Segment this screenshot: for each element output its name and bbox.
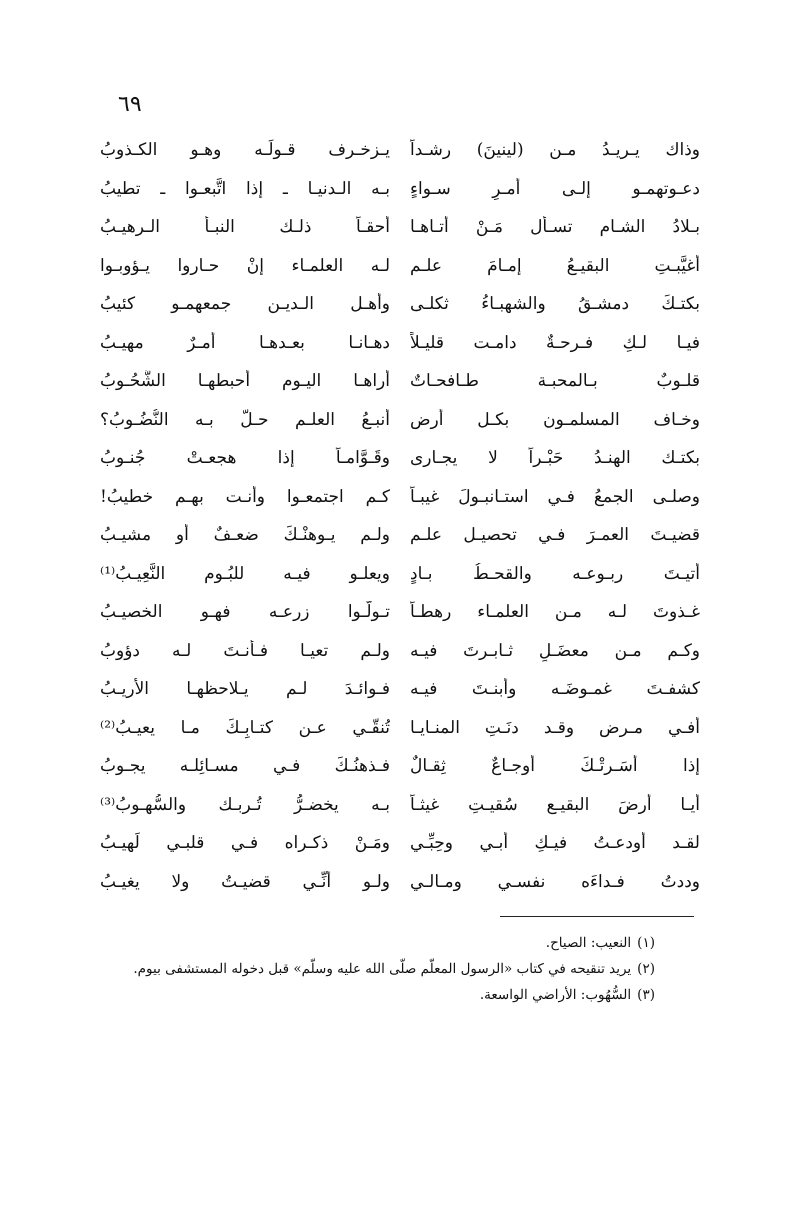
verse-first-hemistich: وكـم مـن معضَـلٍ ثـابـرتَ فيـه [410,640,700,661]
verse-second-hemistich: بـه يخضـرُّ تُـربـك والسُّهـوبُ⁽³⁾ [100,794,390,815]
page-number: ٦٩ [118,92,142,117]
footnote [95,930,655,956]
verse [100,863,700,902]
verse-first-hemistich: بـلادُ الشـام تسـأل مَـنْ أتـاهـا [410,217,700,238]
verse-second-hemistich: ومَـنْ ذكـراه فـي قلبـي لَهيـبُ [100,833,390,854]
verse-second-hemistich: بـه الـدنيـا ـ إذا اتَّبعـوا ـ تطيبُ [100,178,390,199]
verse [100,131,700,170]
verse [100,593,700,632]
verse [100,362,700,401]
verse-second-hemistich: ويعلـو فيـه للبُـوم النَّعِيـبُ⁽¹⁾ [100,563,390,584]
verse-second-hemistich: يـزخـرف قـولَـه وهـو الكـذوبُ [100,140,390,161]
verse-first-hemistich: بكتـك الهنـدُ حَبْـراً لا يجـارى [410,448,700,469]
verse-first-hemistich: أتيـتَ ربـوعـه والقحـطُ بـادٍ [410,563,700,584]
verse-second-hemistich: أراهـا اليـوم أحبطهـا الشُّحُـوبُ [100,371,390,392]
verse-second-hemistich: تـولَّـوا زرعـه فهـو الخصيـبُ [100,602,390,623]
verse-second-hemistich: ولـم يـوهنْـكَ ضعـفٌ أو مشيـبُ [100,525,390,546]
verse-first-hemistich: قلـوبٌ بـالمحبـة طـافحـاتٌ [410,371,700,392]
footnote-text: يريد تنقيحه في كتاب «الرسول المعلّم صلّى الله عليه وسلّم» قبل دخوله المستشفى بيوم. [133,961,632,977]
verse-second-hemistich: ولـم تعيـا فـأنـتَ لـه دؤوبُ [100,640,390,661]
verse-first-hemistich: كشفـتَ غمـوضَـه وأبنـتَ فيـه [410,679,700,700]
verse-first-hemistich: بكتـكَ دمشـقُ والشهبـاءُ ثكلـى [410,294,700,315]
verse [100,632,700,671]
verse-second-hemistich: ولـو أنِّـي قضيـتُ ولا يغيـبُ [100,871,390,892]
verse-second-hemistich: فـوائـدَ لـم يـلاحظهـا الأريـبُ [100,679,390,700]
verse-first-hemistich: أفـي مـرضٍ وقـد دنَـتِ المنـايـا [410,717,700,738]
footnote-number: (٣) [637,987,655,1003]
verse-first-hemistich: دعـوتهمـو إلـى أمـرٍ سـواءٍ [410,178,700,199]
footnote-text: النعيب: الصياح. [545,935,632,951]
footnote-text: السُّهُوب: الأراضي الواسعة. [479,987,632,1003]
verse [100,324,700,363]
verse [100,670,700,709]
verse [100,786,700,825]
verse [100,439,700,478]
verse-first-hemistich: وذاك يـريـدُ مـن (لينينَ) رشـداً [410,140,700,161]
verse-first-hemistich: فيـا لـكِ فـرحـةٌ دامـت قليـلاً [410,332,700,353]
verse-first-hemistich: وددتُ فـداءَه نفسـي ومـالـي [410,871,700,892]
verse-second-hemistich: لـه العلمـاء إنْ حـاروا يـؤوبـوا [100,255,390,276]
footnotes [95,930,655,1008]
verse-first-hemistich: وخـاف المسلمـون بكـل أرضٍ [410,409,700,430]
verse-second-hemistich: تُنقّـي عـن كتـابِـكَ مـا يعيـبُ⁽²⁾ [100,717,390,738]
verse-second-hemistich: كـم اجتمعـوا وأنـت بهـم خطيبُ! [100,486,390,507]
verse [100,285,700,324]
footnote-number: (٢) [637,961,655,977]
verse-first-hemistich: لقـد أودعـتُ فيـكِ أبـي وحِبِّـي [410,833,700,854]
verse [100,401,700,440]
verse-first-hemistich: غـذوتَ لـه مـن العلمـاء رهطـاً [410,602,700,623]
footnote [95,956,655,982]
footnote [95,982,655,1008]
verse-first-hemistich: قضيـتَ العمـرَ فـي تحصيـل علـم [410,525,700,546]
verse [100,478,700,517]
poem [100,131,700,901]
verse-second-hemistich: فـذهنُـكَ فـي مسـائِلـه يجـوبُ [100,756,390,777]
verse-first-hemistich: إذا أسَـرتْـكَ أوجـاعٌ ثِقـالٌ [410,756,700,777]
verse-second-hemistich: أنبـعُ العلـم حـلَّ بـه النُّضُـوبُ؟ [100,409,390,430]
verse [100,709,700,748]
verse [100,747,700,786]
verse-second-hemistich: أحقـاً ذلـك النبـأُ الـرهيـبُ [100,217,390,238]
verse [100,170,700,209]
verse-first-hemistich: وصلـى الجمعُ فـي استـانبـولَ غيبـاً [410,486,700,507]
verse-first-hemistich: أيـا أرضَ البقيـع سُقيـتِ غيثـاً [410,794,700,815]
verse [100,555,700,594]
verse-second-hemistich: وأهـل الـديـن جمعهمـو كئيبُ [100,294,390,315]
verse [100,208,700,247]
footnote-number: (١) [637,935,655,951]
verse [100,516,700,555]
verse-second-hemistich: وقَـوَّامـاً إذا هجعـتْ جُنـوبُ [100,448,390,469]
footnote-divider [500,916,694,917]
verse-first-hemistich: أغيَّبـتِ البقيـعُ إمـامَ علـم [410,255,700,276]
verse [100,824,700,863]
verse-second-hemistich: دهـانـا بعـدهـا أمـرٌ مهيـبُ [100,332,390,353]
verse [100,247,700,286]
